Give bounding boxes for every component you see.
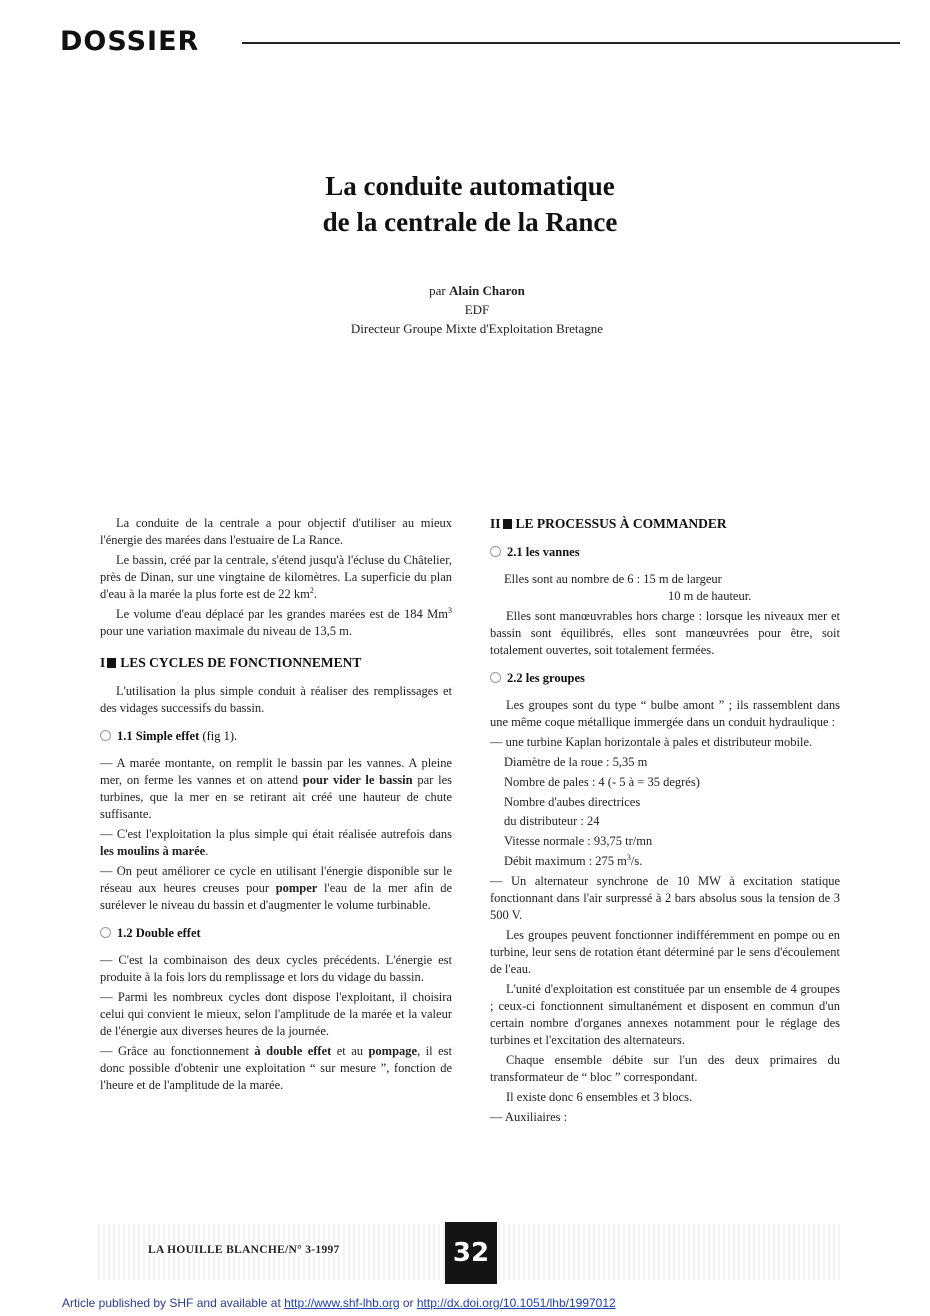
spec-blade-count: Nombre de pales : 4 (- 5 à = 35 degrés) bbox=[504, 775, 700, 789]
groups-paragraph-3: L'unité d'exploitation est constituée par un ensemble de 4 groupes ; ceux-ci fonctionnent simultanément et disposent en commun d'un certain nombre d'organes annexes notamment pour le réglage des turbines et l'excitation des alternateurs. bbox=[490, 982, 840, 1047]
groups-paragraph-1: Les groupes sont du type “ bulbe amont ” ; ils rassemblent dans une même coque métallique immergée dans un conduit hydraulique : bbox=[490, 698, 840, 729]
intro-paragraph-3: Le volume d'eau déplacé par les grandes marées est de 184 Mm$^3$ pour une variation maximale du niveau de 13,5 m. bbox=[100, 605, 452, 638]
header-rule bbox=[242, 42, 900, 44]
double-effect-paragraph-1: — C'est la combinaison des deux cycles précédents. L'énergie est produite à la fois lors du remplissage et lors du vidage du bassin. bbox=[100, 953, 452, 984]
intro-paragraph-1: La conduite de la centrale a pour objectif d'utiliser au mieux l'énergie des marées dans l'estuaire de La Rance. bbox=[100, 516, 452, 547]
subsection-heading-1-2: 1.2 Double effet bbox=[100, 925, 452, 942]
groups-turbine-line: — une turbine Kaplan horizontale à pales et distributeur mobile. bbox=[490, 735, 813, 749]
section-heading-1: I LES CYCLES DE FONCTIONNEMENT bbox=[100, 655, 362, 670]
spec-wheel-diameter: Diamètre de la roue : 5,35 m bbox=[504, 755, 648, 769]
auxiliaries-line: — Auxiliaires : bbox=[490, 1110, 568, 1124]
gates-count-line: Elles sont au nombre de 6 : 15 m de largeur bbox=[504, 572, 722, 586]
gates-height-line: 10 m de hauteur. bbox=[668, 589, 752, 603]
spec-max-flow: Débit maximum : 275 $m^3/s$. bbox=[504, 852, 643, 868]
circle-bullet-icon bbox=[100, 927, 111, 938]
circle-bullet-icon bbox=[100, 730, 111, 741]
author-prefix: par bbox=[429, 283, 446, 298]
right-column bbox=[490, 515, 840, 1129]
shf-link[interactable]: http://www.shf-lhb.org bbox=[284, 1296, 400, 1310]
subsection-heading-2-2: 2.2 les groupes bbox=[490, 670, 840, 687]
subsection-heading-1-1: 1.1 Simple effet (fig 1). bbox=[100, 728, 452, 745]
subsection-heading-2-1: 2.1 les vannes bbox=[490, 544, 840, 561]
section-1-intro: L'utilisation la plus simple conduit à réaliser des remplissages et des vidages successifs du bassin. bbox=[100, 684, 452, 715]
section-heading-2: II LE PROCESSUS À COMMANDER bbox=[490, 516, 727, 531]
left-column bbox=[100, 515, 452, 1097]
groups-paragraph-4: Chaque ensemble débite sur l'un des deux primaires du transformateur de “ bloc ” correspondant. bbox=[490, 1053, 840, 1084]
spec-nominal-speed: Vitesse normale : 93,75 tr/mn bbox=[504, 834, 653, 848]
groups-paragraph-5: Il existe donc 6 ensembles et 3 blocs. bbox=[506, 1090, 693, 1104]
square-bullet-icon bbox=[107, 658, 116, 668]
double-effect-paragraph-3: — Grâce au fonctionnement à double effet et au pompage, il est donc possible d'obtenir une exploitation “ sur mesure ”, fonction de l'heure et de l'amplitude de la marée. bbox=[100, 1044, 452, 1092]
double-effect-paragraph-2: — Parmi les nombreux cycles dont dispose l'exploitant, il choisira celui qui convient le mieux, selon l'amplitude de la marée et la valeur de l'énergie aux diverses heures de la journée. bbox=[100, 990, 452, 1038]
spec-distributor: du distributeur : 24 bbox=[504, 814, 600, 828]
author-line bbox=[0, 281, 930, 300]
page-number: 32 bbox=[445, 1222, 497, 1284]
author-role: Directeur Groupe Mixte d'Exploitation Bretagne bbox=[350, 321, 604, 336]
author-org: EDF bbox=[464, 302, 490, 317]
square-bullet-icon bbox=[503, 519, 512, 529]
doi-link[interactable]: http://dx.doi.org/10.1051/lhb/1997012 bbox=[416, 1296, 616, 1310]
simple-effect-paragraph-2: — C'est l'exploitation la plus simple qui était réalisée autrefois dans les moulins à marée. bbox=[100, 827, 452, 858]
journal-reference: LA HOUILLE BLANCHE/N° 3-1997 bbox=[145, 1244, 343, 1256]
author-name: Alain Charon bbox=[448, 283, 525, 298]
simple-effect-paragraph-3: — On peut améliorer ce cycle en utilisant l'énergie disponible sur le réseau aux heures creuses pour pomper l'eau de la mer afin de surélever le niveau du bassin et d'augmenter le volume turbinable. bbox=[100, 864, 452, 912]
title-line-2: de la centrale de la Rance bbox=[322, 207, 618, 237]
circle-bullet-icon bbox=[490, 546, 501, 557]
intro-paragraph-2: Le bassin, créé par la centrale, s'étend jusqu'à l'écluse du Châtelier, près de Dinan, sur une vingtaine de kilomètres. La superficie du plan d'eau à la marée la plus forte est de 22 $km^2$. bbox=[100, 553, 452, 601]
simple-effect-paragraph-1: — A marée montante, on remplit le bassin par les vannes. A pleine mer, on ferme les vannes et on attend pour vider le bassin par les turbines, que la mer en se retirant ait créé une hauteur de chute suffisante. bbox=[100, 756, 452, 821]
title-line-1: La conduite automatique bbox=[325, 171, 615, 201]
spec-guide-vanes: Nombre d'aubes directrices bbox=[504, 795, 641, 809]
groups-alternator-line: — Un alternateur synchrone de 10 MW à excitation statique fonctionnant dans l'air surpressé à 2 bars absolus sous la tension de 3 500 V. bbox=[490, 874, 840, 922]
section-tag: DOSSIER bbox=[60, 26, 200, 57]
groups-paragraph-2: Les groupes peuvent fonctionner indifféremment en pompe ou en turbine, leur sens de rotation étant déterminé par le sens d'écoulement de l'eau. bbox=[490, 928, 840, 976]
article-title bbox=[0, 168, 930, 240]
byline bbox=[0, 281, 930, 338]
circle-bullet-icon bbox=[490, 672, 501, 683]
gates-paragraph: Elles sont manœuvrables hors charge : lorsque les niveaux mer et bassin sont équilibrés, elles sont manœuvrées pour être, soit totalement ouvertes, soit totalement fermées. bbox=[490, 609, 840, 657]
publication-notice: Article published by SHF and available at http://www.shf-lhb.org or http://dx.doi.org/10.1051/lhb/1997012 bbox=[62, 1296, 616, 1310]
